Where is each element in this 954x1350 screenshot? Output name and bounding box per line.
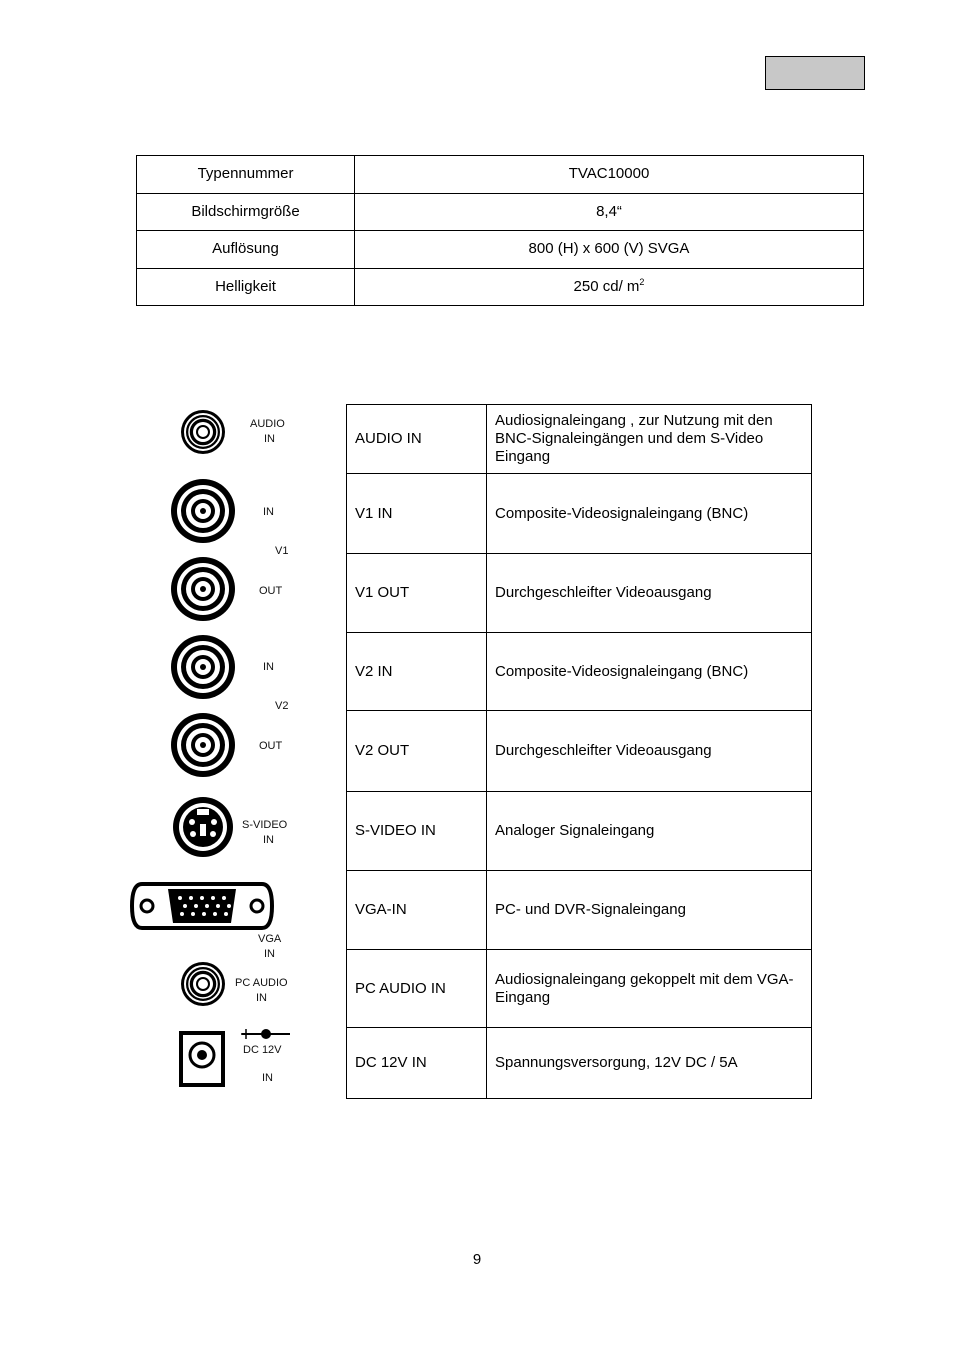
table-row xyxy=(347,1028,812,1099)
audio-label-2: IN xyxy=(264,433,275,445)
spec-value: TVAC10000 xyxy=(355,156,864,194)
connector-description: Audiosignaleingang , zur Nutzung mit den BNC-Signaleingängen und dem S-Video Eingang xyxy=(487,405,812,474)
pc-audio-label-2: IN xyxy=(256,992,267,1004)
connector-name: S-VIDEO IN xyxy=(347,792,487,871)
spec-value xyxy=(355,268,864,306)
v1-out-label: OUT xyxy=(259,585,283,597)
page-number: 9 xyxy=(472,1251,482,1268)
table-row xyxy=(347,633,812,711)
svideo-label-2: IN xyxy=(263,834,274,846)
connector-description: PC- und DVR-Signaleingang xyxy=(487,871,812,950)
brightness-superscript: 2 xyxy=(639,276,645,287)
table-row xyxy=(137,156,864,194)
svideo-connector-icon xyxy=(173,797,233,857)
brightness-value: 250 cd/ m xyxy=(573,277,640,295)
table-row xyxy=(347,554,812,633)
audio-label-1: AUDIO xyxy=(250,418,285,430)
pc-audio-jack-icon xyxy=(181,962,225,1006)
pc-audio-label-1: PC AUDIO xyxy=(235,977,288,989)
spec-label: Helligkeit xyxy=(137,268,355,306)
spec-label: Bildschirmgröße xyxy=(137,193,355,231)
bnc-connector-icon xyxy=(171,713,235,777)
table-row xyxy=(137,268,864,306)
v1-group-label: V1 xyxy=(275,545,289,557)
table-row xyxy=(347,950,812,1028)
spec-value: 8,4“ xyxy=(355,193,864,231)
v2-in-label: IN xyxy=(263,661,274,673)
connector-name: V2 IN xyxy=(347,633,487,711)
connector-name: V1 OUT xyxy=(347,554,487,633)
connector-description: Durchgeschleifter Videoausgang xyxy=(487,711,812,792)
dc-label-1: DC 12V xyxy=(243,1044,282,1056)
connector-name: VGA-IN xyxy=(347,871,487,950)
vga-connector-icon xyxy=(132,884,272,928)
table-row xyxy=(137,231,864,269)
bnc-connector-icon xyxy=(171,557,235,621)
table-row xyxy=(347,474,812,554)
spec-label: Auflösung xyxy=(137,231,355,269)
spec-label: Typennummer xyxy=(137,156,355,194)
spec-table xyxy=(136,155,864,306)
connector-description: Composite-Videosignaleingang (BNC) xyxy=(487,633,812,711)
dc-power-jack-icon xyxy=(181,1033,223,1085)
bnc-connector-icon xyxy=(171,479,235,543)
v2-group-label: V2 xyxy=(275,700,289,712)
connector-panel-illustration xyxy=(120,400,340,1100)
connector-name: AUDIO IN xyxy=(347,405,487,474)
polarity-symbol-icon xyxy=(241,1029,290,1039)
connector-description: Durchgeschleifter Videoausgang xyxy=(487,554,812,633)
connector-name: V1 IN xyxy=(347,474,487,554)
table-row xyxy=(347,871,812,950)
connector-description: Audiosignaleingang gekoppelt mit dem VGA-Eingang xyxy=(487,950,812,1028)
connector-description: Spannungsversorgung, 12V DC / 5A xyxy=(487,1028,812,1099)
table-row xyxy=(137,193,864,231)
language-tab-box xyxy=(765,56,865,90)
dc-label-2: IN xyxy=(262,1072,273,1084)
v1-in-label: IN xyxy=(263,506,274,518)
connector-description: Composite-Videosignaleingang (BNC) xyxy=(487,474,812,554)
v2-out-label: OUT xyxy=(259,740,283,752)
connector-name: PC AUDIO IN xyxy=(347,950,487,1028)
bnc-connector-icon xyxy=(171,635,235,699)
spec-value: 800 (H) x 600 (V) SVGA xyxy=(355,231,864,269)
connector-name: V2 OUT xyxy=(347,711,487,792)
connector-description: Analoger Signaleingang xyxy=(487,792,812,871)
table-row xyxy=(347,711,812,792)
audio-jack-icon xyxy=(181,410,225,454)
connector-table xyxy=(346,404,812,1099)
vga-label-1: VGA xyxy=(258,933,282,945)
table-row xyxy=(347,405,812,474)
vga-label-2: IN xyxy=(264,948,275,960)
svideo-label-1: S-VIDEO xyxy=(242,819,288,831)
connector-name: DC 12V IN xyxy=(347,1028,487,1099)
table-row xyxy=(347,792,812,871)
